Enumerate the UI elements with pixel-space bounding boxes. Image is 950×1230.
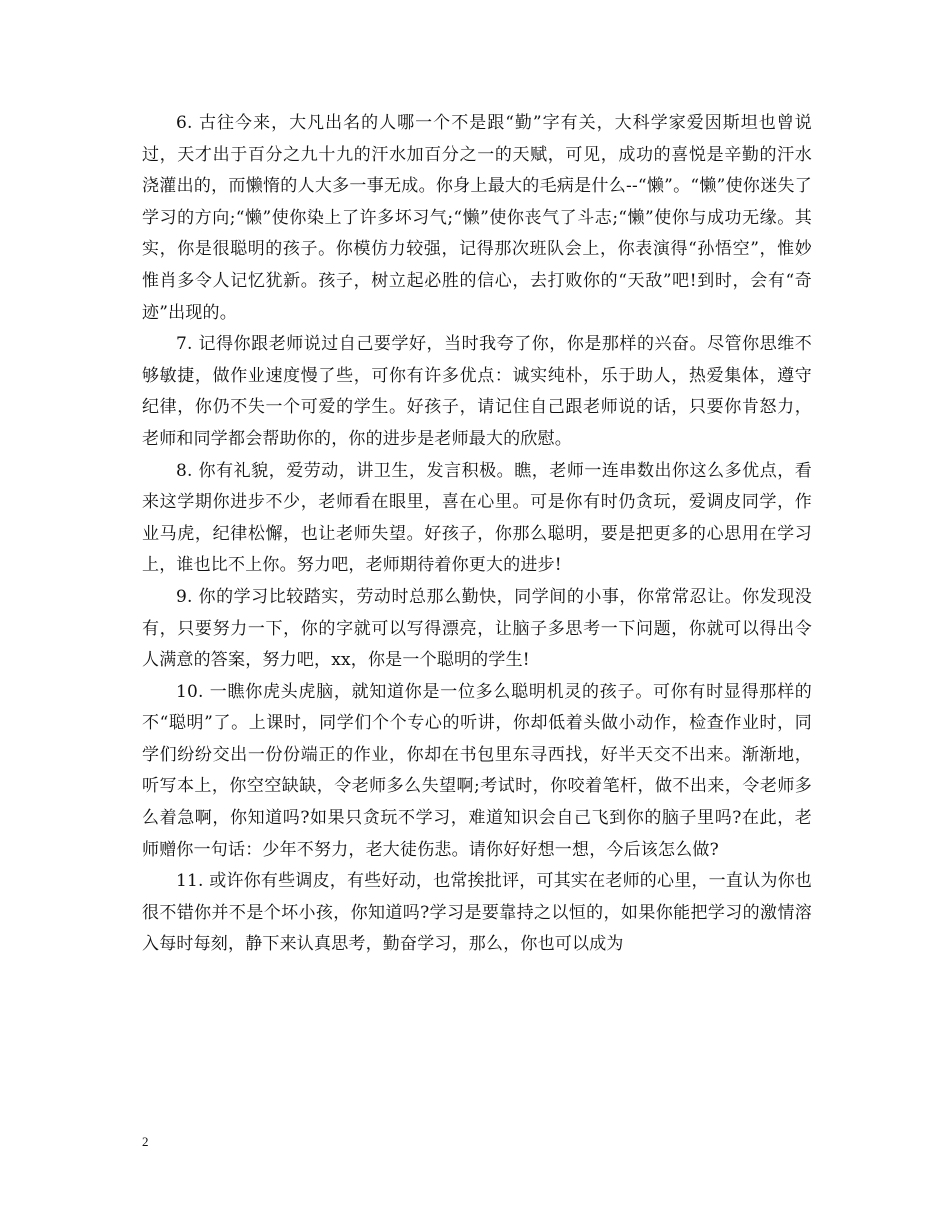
- paragraph-11: 11. 或许你有些调皮，有些好动，也常挨批评，可其实在老师的心里，一直认为你也很不错你并不是个坏小孩，你知道吗?学习是要靠持之以恒的，如果你能把学习的激情溶入每时每刻，静下来认真思考，勤奋学习，那么，你也可以成为: [142, 871, 812, 955]
- paragraph-7: 7. 记得你跟老师说过自己要学好，当时我夸了你，你是那样的兴奋。尽管你思维不够敏捷，做作业速度慢了些，可你有许多优点：诚实纯朴，乐于助人，热爱集体，遵守纪律，你仍不失一个可爱的学生。好孩子，请记住自己跟老师说的话，只要你肯怒力，老师和同学都会帮助你的，你的进步是老师最大的欣慰。: [142, 334, 812, 449]
- page-number: 2: [142, 1134, 149, 1149]
- page-body: [142, 108, 812, 961]
- paragraph-8: 8. 你有礼貌，爱劳动，讲卫生，发言积极。瞧，老师一连串数出你这么多优点，看来这学期你进步不少，老师看在眼里，喜在心里。可是你有时仍贪玩，爱调皮同学，作业马虎，纪律松懈，也让老师失望。好孩子，你那么聪明，要是把更多的心思用在学习上，谁也比不上你。努力吧，老师期待着你更大的进步!: [142, 460, 812, 576]
- paragraph-10: 10. 一瞧你虎头虎脑，就知道你是一位多么聪明机灵的孩子。可你有时显得那样的不“聪明”了。上课时，同学们个个专心的听讲，你却低着头做小动作，检查作业时，同学们纷纷交出一份份端正的作业，你却在书包里东寻西找，好半天交不出来。渐渐地，听写本上，你空空缺缺，令老师多么失望啊;考试时，你咬着笔杆，做不出来，令老师多么着急啊，你知道吗?如果只贪玩不学习，难道知识会自己飞到你的脑子里吗?在此，老师赠你一句话：少年不努力，老大徒伤悲。请你好好想一想，今后该怎么做?: [142, 681, 812, 860]
- paragraph-9: 9. 你的学习比较踏实，劳动时总那么勤快，同学间的小事，你常常忍让。你发现没有，只要努力一下，你的字就可以写得漂亮，让脑子多思考一下问题，你就可以得出令人满意的答案，努力吧，xx，你是一个聪明的学生!: [142, 586, 812, 671]
- paragraph-6: 6. 古往今来，大凡出名的人哪一个不是跟“勤”字有关，大科学家爱因斯坦也曾说过，天才出于百分之九十九的汗水加百分之一的天赋，可见，成功的喜悦是辛勤的汗水浇灌出的，而懒惰的人大多一事无成。你身上最大的毛病是什么--“懒”。“懒”使你迷失了学习的方向;“懒”使你染上了许多坏习气;“懒”使你丧气了斗志;“懒”使你与成功无缘。其实，你是很聪明的孩子。你模仿力较强，记得那次班队会上，你表演得“孙悟空”，惟妙惟肖多令人记忆犹新。孩子，树立起必胜的信心，去打败你的“天敌”吧!到时，会有“奇迹”出现的。: [142, 113, 812, 323]
